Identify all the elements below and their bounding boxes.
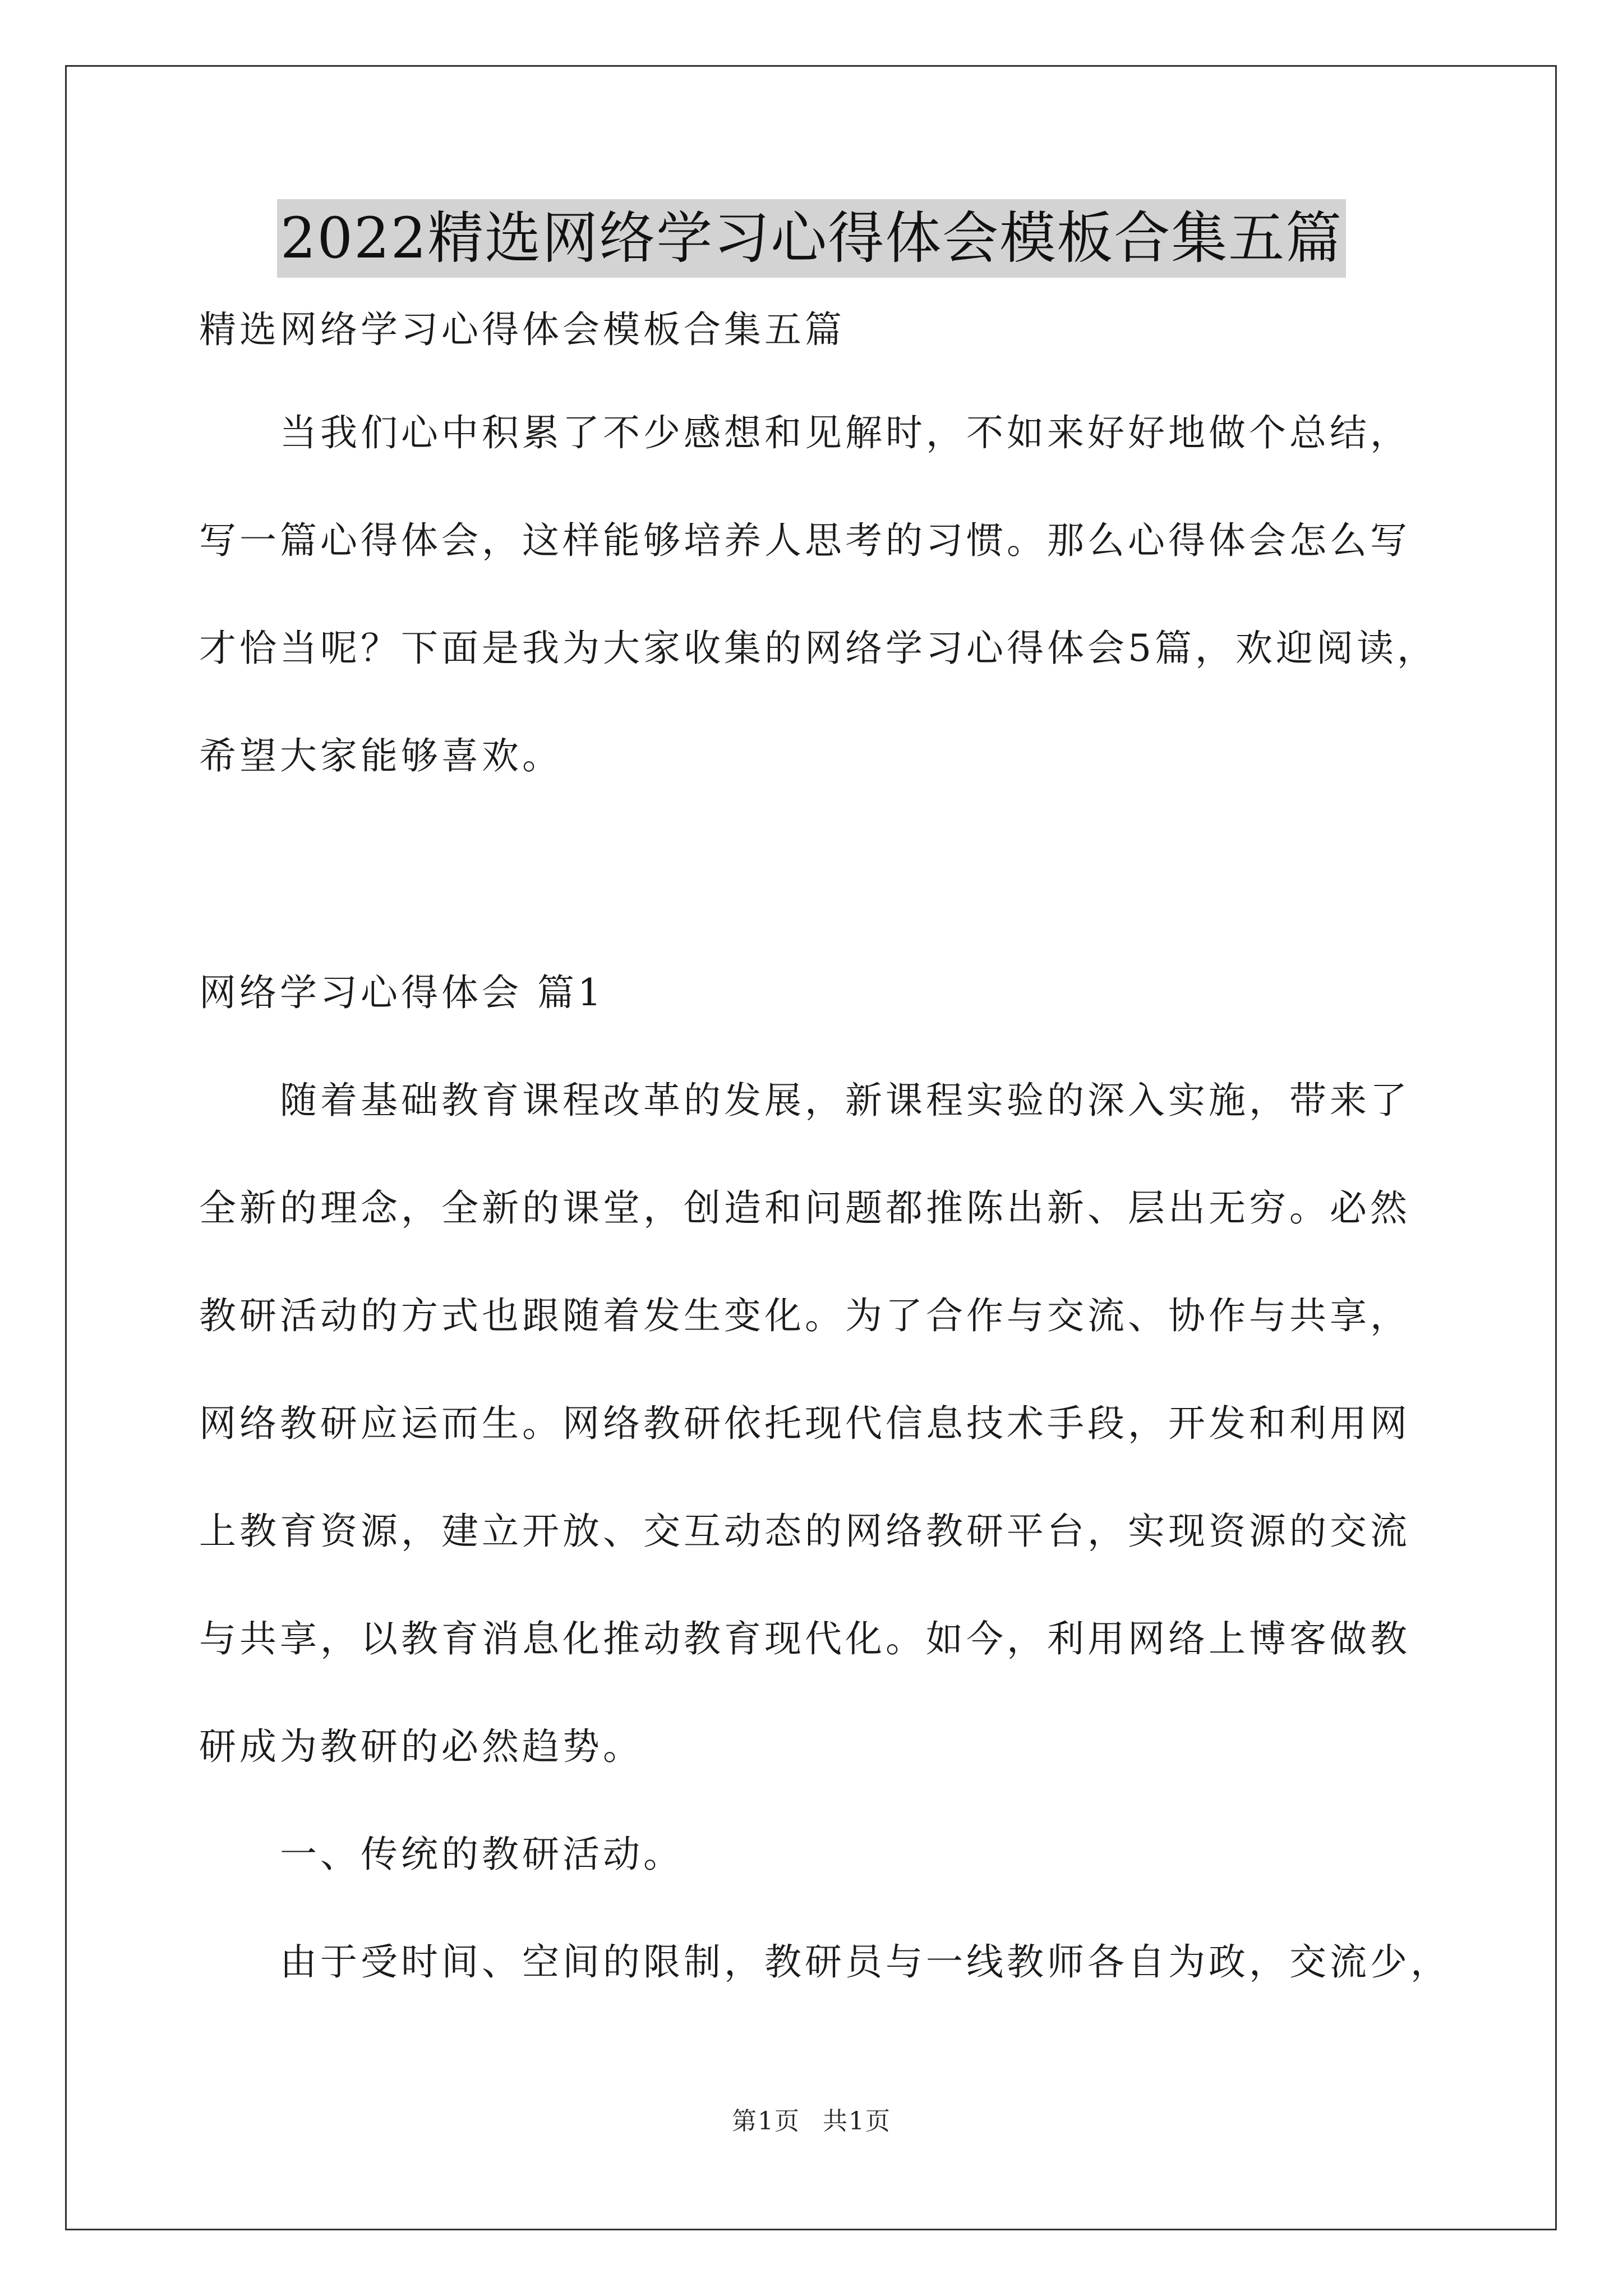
- page-number-total: 共1页: [823, 2107, 891, 2136]
- section-line: 全新的理念，全新的课堂，创造和问题都推陈出新、层出无穷。必然: [199, 1186, 1410, 1230]
- intro-line: 才恰当呢？下面是我为大家收集的网络学习心得体会5篇，欢迎阅读，: [199, 627, 1437, 670]
- intro-line: 希望大家能够喜欢。: [199, 734, 562, 777]
- document-title: 2022精选网络学习心得体会模板合集五篇: [277, 199, 1347, 278]
- section-line: 网络教研应运而生。网络教研依托现代信息技术手段，开发和利用网: [199, 1402, 1410, 1445]
- page-footer: [0, 2101, 1623, 2137]
- section-heading: 网络学习心得体会 篇1: [199, 971, 605, 1014]
- section-line: 与共享，以教育消息化推动教育现代化。如今，利用网络上博客做教: [199, 1617, 1410, 1660]
- section-paragraph: [199, 1047, 1461, 1801]
- point-paragraph-line: 由于受时间、空间的限制，教研员与一线教师各自为政，交流少，: [280, 1940, 1451, 1984]
- section-line: 研成为教研的必然趋势。: [199, 1725, 643, 1768]
- document-body: [199, 303, 1461, 2016]
- title-container: [0, 199, 1623, 278]
- page-number-current: 第1页: [732, 2107, 800, 2136]
- section-line: 教研活动的方式也跟随着发生变化。为了合作与交流、协作与共享，: [199, 1294, 1410, 1337]
- point-heading: 一、传统的教研活动。: [280, 1833, 684, 1876]
- intro-paragraph: [199, 379, 1461, 810]
- intro-line: 当我们心中积累了不少感想和见解时，不如来好好地做个总结，: [280, 411, 1410, 454]
- section-line: 随着基础教育课程改革的发展，新课程实验的深入实施，带来了: [280, 1079, 1410, 1122]
- document-subtitle: 精选网络学习心得体会模板合集五篇: [199, 308, 845, 351]
- section-line: 上教育资源，建立开放、交互动态的网络教研平台，实现资源的交流: [199, 1510, 1410, 1553]
- intro-line: 写一篇心得体会，这样能够培养人思考的习惯。那么心得体会怎么写: [199, 519, 1410, 562]
